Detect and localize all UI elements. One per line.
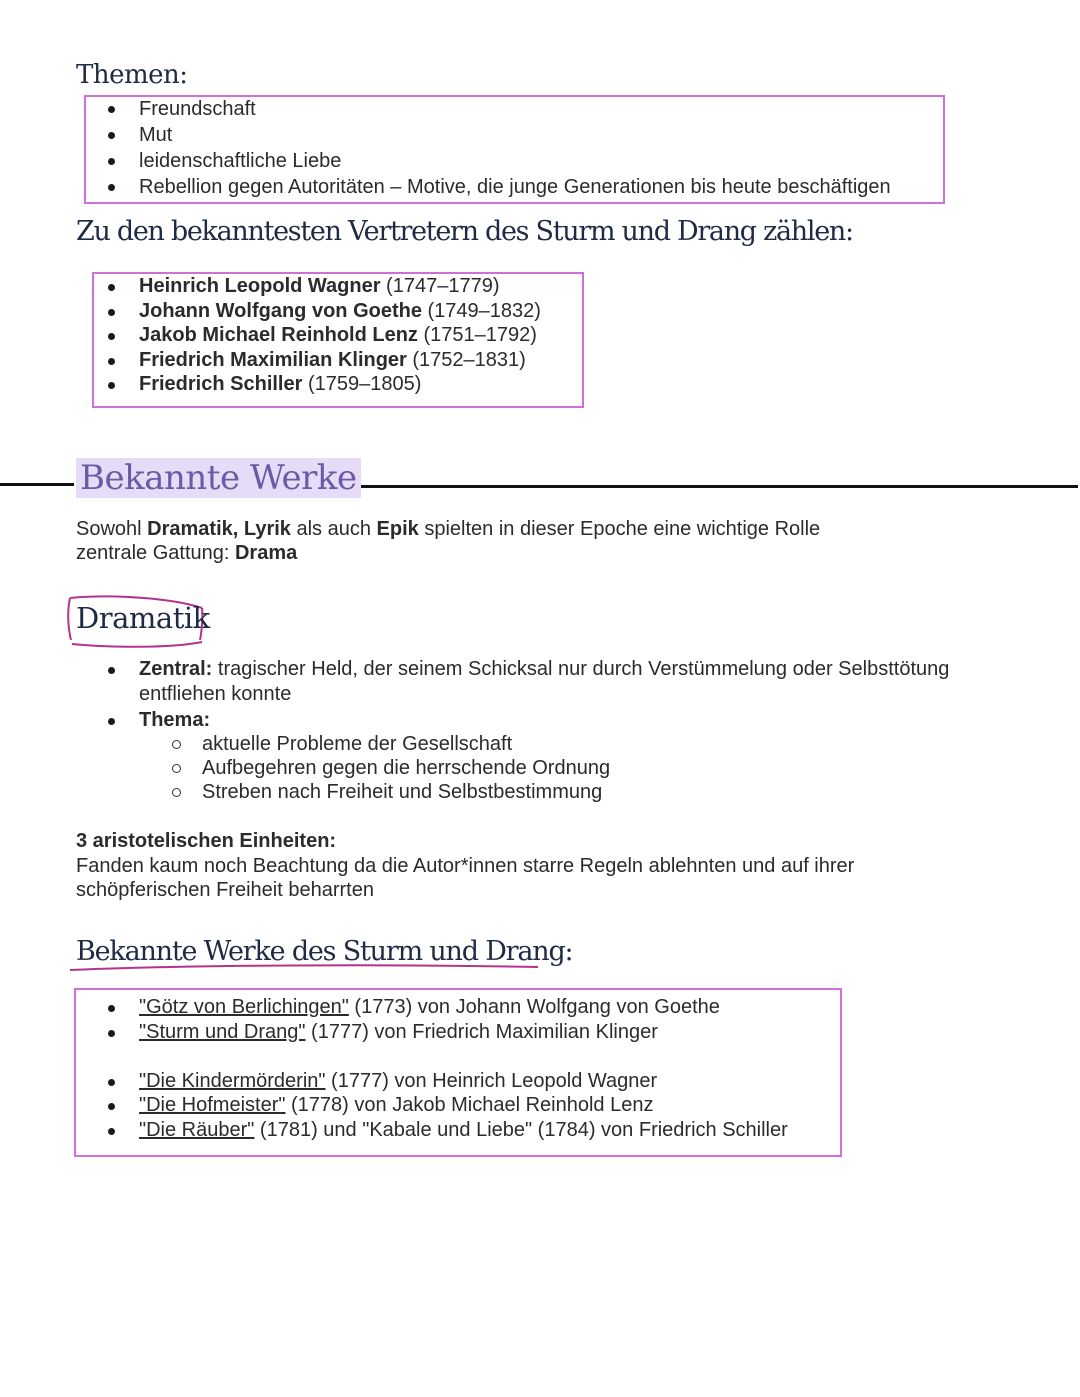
list-item: "Götz von Berlichingen" (1773) von Johann Wolfgang von Goethe	[76, 995, 788, 1020]
bullet-icon	[108, 309, 115, 316]
dramatik-list	[76, 657, 949, 733]
einheiten-block: 3 aristotelischen Einheiten: Fanden kaum noch Beachtung da die Autor*innen starre Regeln ablehnten und auf ihrer schöpferischen Freiheit beharrten	[76, 830, 855, 901]
heading-bekannte-werke-sturm-und-drang: Bekannte Werke des Sturm und Drang:	[76, 936, 573, 967]
list-item: Rebellion gegen Autoritäten – Motive, die junge Generationen bis heute beschäftigen	[76, 174, 891, 200]
list-item: "Die Kindermörderin" (1777) von Heinrich Leopold Wagner	[76, 1069, 788, 1094]
underline-stroke-icon	[68, 962, 543, 974]
circle-bullet-icon	[172, 788, 181, 797]
bullet-icon	[108, 1103, 115, 1110]
bullet-icon	[108, 382, 115, 389]
list-item: Heinrich Leopold Wagner (1747–1779)	[76, 274, 541, 299]
bullet-icon	[108, 1128, 115, 1135]
bullet-icon	[108, 284, 115, 291]
list-item: Friedrich Maximilian Klinger (1752–1831)	[76, 348, 541, 373]
list-item: Thema:	[76, 708, 949, 733]
themen-list	[76, 96, 891, 200]
bullet-icon	[108, 333, 115, 340]
circle-bullet-icon	[172, 764, 181, 773]
werke-list	[76, 995, 788, 1142]
thema-sublist	[202, 732, 610, 804]
list-item: Friedrich Schiller (1759–1805)	[76, 372, 541, 397]
bullet-icon	[108, 1030, 115, 1037]
list-item: Zentral: tragischer Held, der seinem Schicksal nur durch Verstümmelung oder Selbsttötung entfliehen konnte	[76, 657, 949, 706]
list-item: "Sturm und Drang" (1777) von Friedrich Maximilian Klinger	[76, 1020, 788, 1045]
bullet-icon	[108, 358, 115, 365]
list-item: Freundschaft	[76, 96, 891, 122]
bullet-icon	[108, 158, 115, 165]
heading-bekannte-werke: Bekannte Werke	[76, 458, 361, 498]
list-item: "Die Hofmeister" (1778) von Jakob Michael Reinhold Lenz	[76, 1093, 788, 1118]
section-divider-left	[0, 483, 74, 486]
list-item: Johann Wolfgang von Goethe (1749–1832)	[76, 299, 541, 324]
list-item: leidenschaftliche Liebe	[76, 148, 891, 174]
bullet-icon	[108, 667, 115, 674]
heading-themen: Themen:	[76, 60, 188, 90]
list-item: "Die Räuber" (1781) und "Kabale und Liebe" (1784) von Friedrich Schiller	[76, 1118, 788, 1143]
list-item: Streben nach Freiheit und Selbstbestimmung	[202, 780, 610, 804]
list-item: aktuelle Probleme der Gesellschaft	[202, 732, 610, 756]
circle-bullet-icon	[172, 740, 181, 749]
heading-dramatik: Dramatik	[76, 601, 210, 635]
list-item: Mut	[76, 122, 891, 148]
section-divider-right	[328, 485, 1078, 488]
list-item: Aufbegehren gegen die herrschende Ordnung	[202, 756, 610, 780]
werke-intro: Sowohl Dramatik, Lyrik als auch Epik spielten in dieser Epoche eine wichtige Rolle zentrale Gattung: Drama	[76, 518, 821, 564]
bullet-icon	[108, 1079, 115, 1086]
vertreter-list	[76, 274, 541, 397]
heading-vertreter: Zu den bekanntesten Vertretern des Sturm und Drang zählen:	[76, 216, 853, 247]
bullet-icon	[108, 718, 115, 725]
bullet-icon	[108, 184, 115, 191]
bullet-icon	[108, 1005, 115, 1012]
list-item: Jakob Michael Reinhold Lenz (1751–1792)	[76, 323, 541, 348]
bullet-icon	[108, 106, 115, 113]
bullet-icon	[108, 132, 115, 139]
